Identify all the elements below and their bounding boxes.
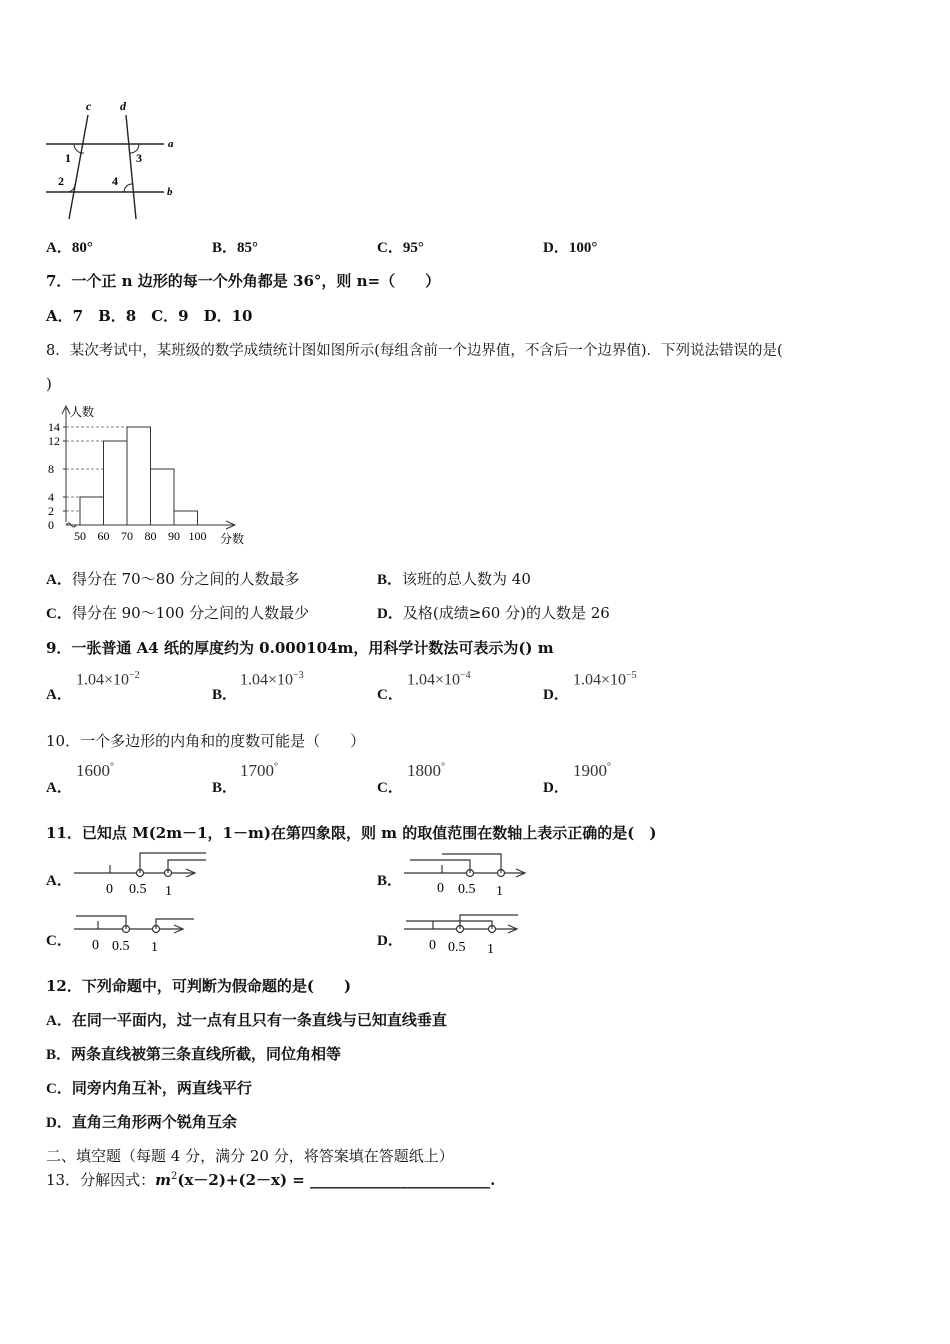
y-tick-14: 14 <box>48 420 60 434</box>
q10-option-b: B． 1700° <box>212 761 278 796</box>
svg-text:0: 0 <box>92 938 99 953</box>
line-c <box>69 115 88 219</box>
q10-option-c: C． 1800° <box>377 761 445 796</box>
x-axis-label: 分数 <box>220 532 245 546</box>
q7-options: A．7 B．8 C．9 D．10 <box>46 307 253 325</box>
line-d <box>126 115 136 219</box>
q11-stem: 11．已知点 M(2m－1，1－m)在第四象限，则 m 的取值范围在数轴上表示正确的是( ) <box>46 824 657 842</box>
bar-70-80 <box>127 427 151 525</box>
q12-option-a: A．在同一平面内，过一点有且只有一条直线与已知直线垂直 <box>46 1011 447 1029</box>
q13-question: 13．分解因式：$m^2(x-2)+(2-x)$ = ________________________. <box>46 1171 496 1189</box>
y-axis-label: 人数 <box>70 405 95 419</box>
q12-stem: 12．下列命题中，可判断为假命题的是( ) <box>46 977 352 995</box>
q11-option-b-label: B． <box>377 873 403 889</box>
q9-option-c: C． $1.04\times 10^{-4}$ <box>377 670 471 703</box>
svg-text:1: 1 <box>487 942 494 957</box>
svg-text:0.5: 0.5 <box>458 882 476 897</box>
x-tick-60: 60 <box>97 529 110 543</box>
y-tick-0: 0 <box>48 518 54 532</box>
q8-option-c: C．得分在 90～100 分之间的人数最少 <box>46 604 310 622</box>
label-4: 4 <box>112 174 118 188</box>
section2-heading: 二、填空题（每题 4 分，满分 20 分，将答案填在答题纸上） <box>46 1147 454 1165</box>
svg-text:0: 0 <box>437 881 444 896</box>
label-d: d <box>120 99 126 113</box>
svg-text:0.5: 0.5 <box>129 882 147 897</box>
q9-option-a: A． $1.04\times 10^{-2}$ <box>46 670 140 703</box>
svg-text:1: 1 <box>151 940 158 955</box>
q8-option-d: D．及格(成绩≥60 分)的人数是 26 <box>377 604 610 622</box>
q8-option-a: A．得分在 70～80 分之间的人数最多 <box>46 570 300 588</box>
x-tick-50: 50 <box>74 529 86 543</box>
q8-stem-line2: ) <box>46 375 52 393</box>
q6-option-c: C．95° <box>377 240 424 256</box>
svg-text:0.5: 0.5 <box>448 940 466 955</box>
q9-option-d: D． $1.04\times 10^{-5}$ <box>543 670 637 703</box>
q11-number-line-c <box>70 907 200 959</box>
y-tick-8: 8 <box>48 462 54 476</box>
q12-option-d: D．直角三角形两个锐角互余 <box>46 1113 237 1131</box>
q11-number-line-b <box>400 848 530 900</box>
label-b: b <box>167 186 173 198</box>
q11-option-d-label: D． <box>377 933 403 949</box>
x-tick-100: 100 <box>188 529 207 543</box>
q9-option-b: B． $1.04\times 10^{-3}$ <box>212 670 304 703</box>
svg-text:0: 0 <box>429 938 436 953</box>
bar-50-60 <box>80 497 104 525</box>
q11-option-a-label: A． <box>46 873 72 889</box>
q11-number-line-a <box>70 848 210 900</box>
q12-option-b: B．两条直线被第三条直线所截，同位角相等 <box>46 1045 342 1063</box>
label-1: 1 <box>65 151 71 165</box>
bar-60-70 <box>104 441 128 525</box>
label-c: c <box>86 99 92 113</box>
q7-stem: 7．一个正 n 边形的每一个外角都是 36°，则 n=（ ） <box>46 272 441 290</box>
label-3: 3 <box>136 151 142 165</box>
svg-text:0: 0 <box>106 882 113 897</box>
q9-stem: 9．一张普通 A4 纸的厚度约为 0.000104m，用科学计数法可表示为() m <box>46 639 554 657</box>
svg-text:0.5: 0.5 <box>112 939 130 954</box>
bar-80-90 <box>151 469 175 525</box>
q10-option-d: D． 1900° <box>543 761 611 796</box>
q10-option-a: A． 1600° <box>46 761 114 796</box>
label-a: a <box>168 138 174 150</box>
score-histogram <box>44 402 256 548</box>
label-2: 2 <box>58 174 64 188</box>
q11-number-line-d <box>400 907 530 959</box>
q8-option-b: B．该班的总人数为 40 <box>377 570 531 588</box>
q8-stem-line1: 8．某次考试中，某班级的数学成绩统计图如图所示(每组含前一个边界值，不含后一个边界值)．下列说法错误的是( <box>46 343 783 359</box>
svg-text:1: 1 <box>165 884 172 899</box>
q6-option-a: A．80° <box>46 240 93 256</box>
x-tick-80: 80 <box>144 529 157 543</box>
x-tick-90: 90 <box>168 529 180 543</box>
svg-text:1: 1 <box>496 884 503 899</box>
q10-stem: 10．一个多边形的内角和的度数可能是（ ） <box>46 732 366 750</box>
y-tick-12: 12 <box>48 434 60 448</box>
y-tick-4: 4 <box>48 490 54 504</box>
q12-option-c: C．同旁内角互补，两直线平行 <box>46 1079 252 1097</box>
q6-option-b: B．85° <box>212 240 259 256</box>
q11-option-c-label: C． <box>46 933 72 949</box>
x-tick-70: 70 <box>121 529 133 543</box>
q6-option-d: D．100° <box>543 240 598 256</box>
answer-blank[interactable]: ________________________ <box>310 1171 491 1189</box>
parallel-lines-figure <box>40 95 190 227</box>
y-tick-2: 2 <box>48 504 54 518</box>
bar-90-100 <box>174 511 198 525</box>
angle-4-arc <box>124 184 132 192</box>
